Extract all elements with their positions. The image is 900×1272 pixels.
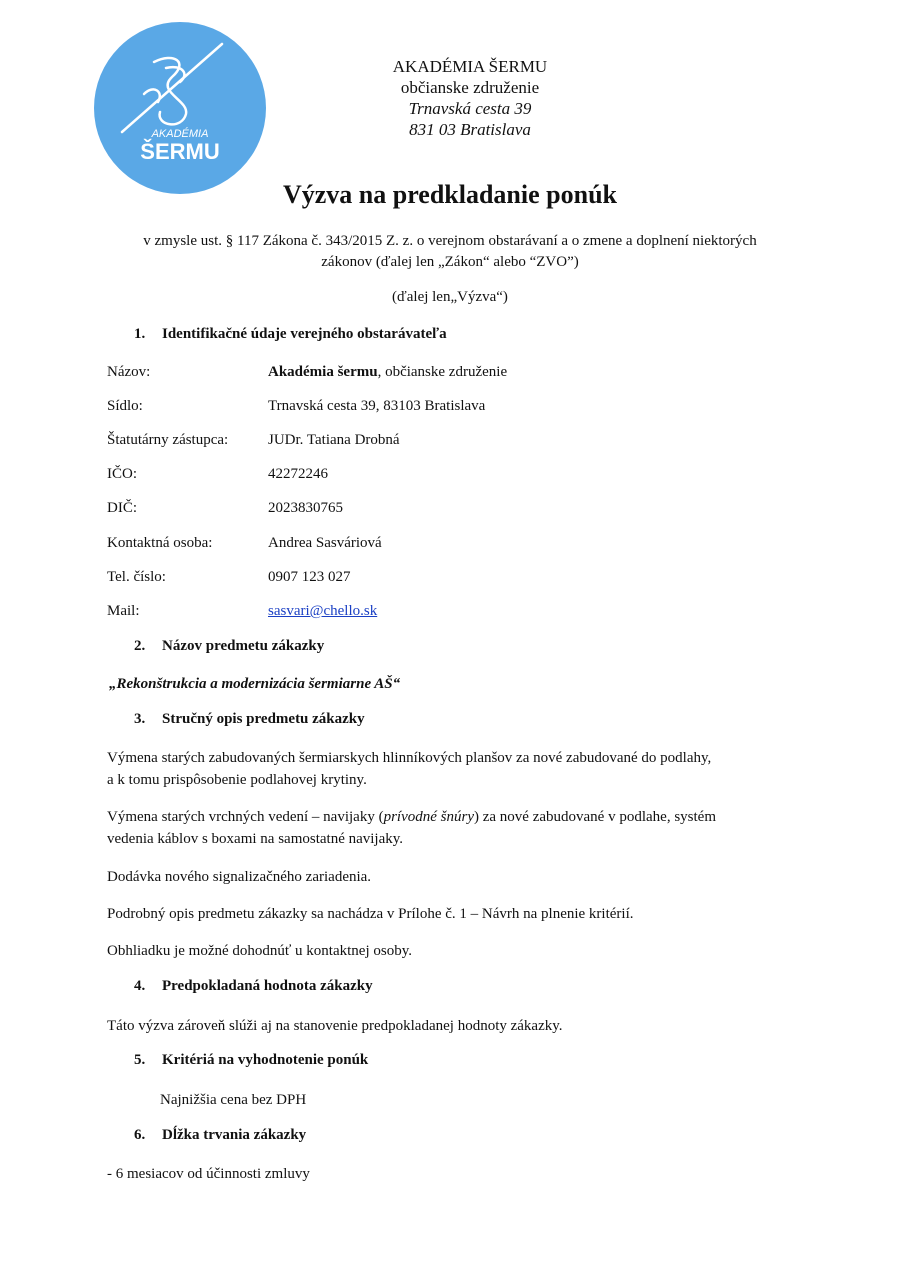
section-6-heading <box>134 1127 306 1144</box>
description-text: ) za nové zabudované v podlahe, systém <box>473 809 716 825</box>
akademia-sermu-logo <box>94 22 266 194</box>
id-value: 0907 123 027 <box>268 569 351 585</box>
description-italic: prívodné šnúry <box>383 809 474 825</box>
id-value: JUDr. Tatiana Drobná <box>268 432 400 448</box>
org-street: Trnavská cesta 39 <box>408 99 532 118</box>
id-value: Andrea Sasváriová <box>268 535 382 551</box>
id-value: 2023830765 <box>268 500 343 516</box>
org-name: AKADÉMIA ŠERMU <box>392 57 548 76</box>
id-row-ico <box>107 466 328 483</box>
section-title: Dĺžka trvania zákazky <box>162 1127 307 1143</box>
section-title: Identifikačné údaje verejného obstarávateľa <box>162 326 447 342</box>
id-label: DIČ: <box>107 500 137 516</box>
id-row-mail <box>107 603 378 620</box>
id-value-bold: Akadémia šermu <box>268 364 378 380</box>
section-3-heading <box>134 711 365 728</box>
email-link[interactable]: sasvari@chello.sk <box>268 603 378 619</box>
logo-text-akademia: AKADÉMIA <box>151 128 209 140</box>
org-city: 831 03 Bratislava <box>409 120 531 139</box>
org-address-block <box>300 56 640 140</box>
estimated-value-text: Táto výzva zároveň slúži aj na stanovenie predpokladanej hodnoty zákazky. <box>107 1018 563 1034</box>
section-title: Názov predmetu zákazky <box>162 638 325 654</box>
id-row-nazov <box>107 364 508 381</box>
id-row-statutar <box>107 432 400 449</box>
criteria-text: Najnižšia cena bez DPH <box>160 1092 307 1108</box>
org-type: občianske združenie <box>400 78 540 97</box>
id-value: 42272246 <box>268 466 328 482</box>
logo-text-sermu: ŠERMU <box>140 139 220 164</box>
description-paragraph-4: Podrobný opis predmetu zákazky sa nachádza v Prílohe č. 1 – Návrh na plnenie kritérií. <box>107 906 634 922</box>
id-label: Sídlo: <box>107 398 143 414</box>
id-label: Mail: <box>107 603 140 619</box>
section-1-heading <box>134 326 447 343</box>
section-5-heading <box>134 1052 368 1069</box>
id-value: Trnavská cesta 39, 83103 Bratislava <box>268 398 486 414</box>
id-row-tel <box>107 569 351 586</box>
id-label: Štatutárny zástupca: <box>107 432 229 448</box>
id-row-sidlo <box>107 398 486 415</box>
section-number: 6. <box>134 1127 146 1143</box>
description-line: Výmena starých zabudovaných šermiarskych hlinníkových planšov za nové zabudované do podlahy, <box>107 750 712 766</box>
section-number: 3. <box>134 711 146 727</box>
section-title: Predpokladaná hodnota zákazky <box>162 978 373 994</box>
duration-text: - 6 mesiacov od účinnosti zmluvy <box>107 1166 310 1182</box>
description-line: a k tomu prispôsobenie podlahovej krytiny. <box>107 772 367 788</box>
description-paragraph-2 <box>107 806 807 850</box>
legal-basis <box>100 231 800 273</box>
description-text: Výmena starých vrchných vedení – navijaky ( <box>107 809 384 825</box>
description-line: vedenia káblov s boxami na samostatné navijaky. <box>107 831 404 847</box>
section-title: Kritériá na vyhodnotenie ponúk <box>162 1052 369 1068</box>
section-number: 1. <box>134 326 146 342</box>
section-number: 4. <box>134 978 146 994</box>
id-label: Názov: <box>107 364 151 380</box>
id-value: , občianske združenie <box>377 364 508 380</box>
id-label: Tel. číslo: <box>107 569 166 585</box>
section-title: Stručný opis predmetu zákazky <box>162 711 365 727</box>
legal-basis-line-1: v zmysle ust. § 117 Zákona č. 343/2015 Z. z. o verejnom obstarávaní a o zmene a doplnení niektorých <box>143 233 757 249</box>
section-2-heading <box>134 638 324 655</box>
description-paragraph-5: Obhliadku je možné dohodnúť u kontaktnej osoby. <box>107 943 412 959</box>
id-row-dic <box>107 500 343 517</box>
id-label: IČO: <box>107 466 137 482</box>
legal-basis-line-2: zákonov (ďalej len „Zákon“ alebo “ZVO”) <box>321 254 579 270</box>
document-title: Výzva na predkladanie ponúk <box>282 180 617 209</box>
section-4-heading <box>134 978 373 995</box>
contract-name: „Rekonštrukcia a modernizácia šermiarne AŠ“ <box>109 676 401 692</box>
id-label: Kontaktná osoba: <box>107 535 213 551</box>
description-paragraph-3: Dodávka nového signalizačného zariadenia. <box>107 869 372 885</box>
section-number: 5. <box>134 1052 146 1068</box>
id-row-kontakt <box>107 535 382 552</box>
section-number: 2. <box>134 638 146 654</box>
description-paragraph-1 <box>107 747 807 791</box>
document-alias: (ďalej len„Výzva“) <box>392 289 508 305</box>
